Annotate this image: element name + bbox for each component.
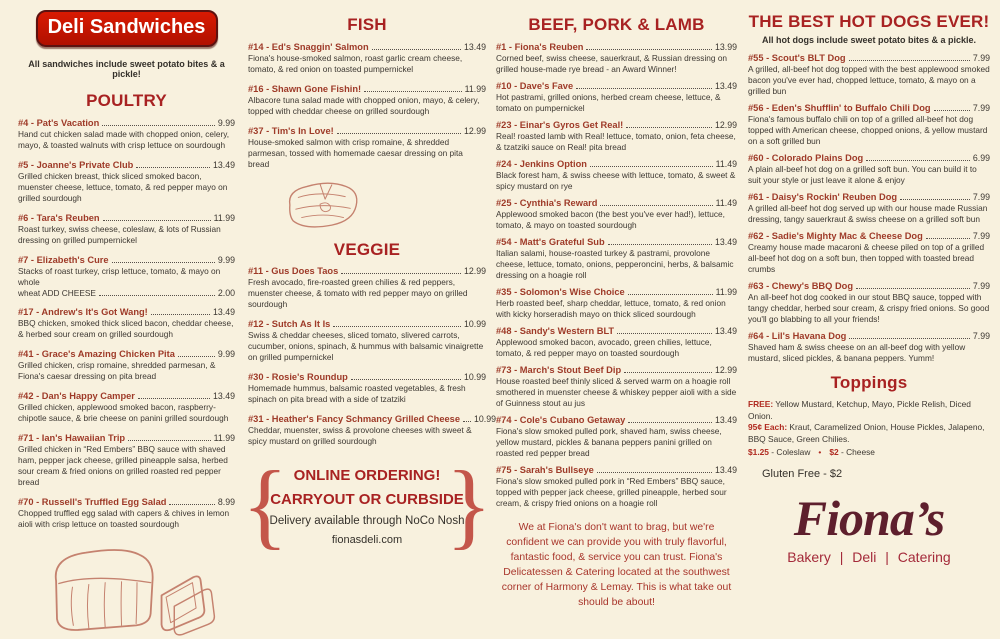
menu-item-description: Fiona's house-smoked salmon, roast garlic cream cheese, tomato, & red onion on toasted pumpernickel: [248, 53, 463, 74]
menu-item: [248, 126, 486, 170]
menu-item: [748, 281, 990, 325]
menu-item: [18, 391, 235, 424]
menu-item-header: [18, 307, 235, 317]
menu-item-price: 10.99: [463, 319, 486, 329]
dot-leader: [628, 422, 712, 423]
menu-item-header: [18, 433, 235, 443]
menu-item-price: 11.49: [715, 198, 737, 208]
menu-item-name: #63 - Chewy's BBQ Dog: [748, 281, 854, 291]
dot-leader: [128, 440, 211, 441]
menu-item-description: Albacore tuna salad made with chopped onion, mayo, & celery, topped with cheddar cheese on grilled sourdough: [248, 95, 480, 116]
menu-item-name: #56 - Eden's Shufflin' to Buffalo Chili Dog: [748, 103, 931, 113]
dot-leader: [364, 91, 461, 92]
menu-item-description: Herb roasted beef, sharp cheddar, lettuce, tomato, & red onion with kicky horseradish mayo on thick sliced sourdough: [496, 298, 726, 319]
dot-leader: [856, 288, 970, 289]
menu-item-name: #64 - Lil's Havana Dog: [748, 331, 847, 341]
menu-item-header: [496, 81, 737, 91]
menu-item-price: 7.99: [972, 103, 990, 113]
fish-item-list: [248, 42, 486, 170]
menu-item: [248, 372, 486, 405]
menu-item-name: #74 - Cole's Cubano Getaway: [496, 415, 626, 425]
sandwich-note: All sandwiches include sweet potato bites & a pickle!: [28, 59, 225, 79]
menu-item-price: 8.99: [217, 497, 235, 507]
menu-item-price: 9.99: [217, 255, 235, 265]
menu-item-price: 10.99: [463, 372, 486, 382]
menu-item-name: #35 - Solomon's Wise Choice: [496, 287, 625, 297]
menu-item-description: Fiona's famous buffalo chili on top of a grilled all-beef hot dog topped with American cheese, chopped onions, & yellow mustard on a soft grilled bun: [748, 114, 988, 146]
cheese-price: $2: [829, 447, 839, 457]
menu-item-header: [496, 287, 737, 297]
menu-item-price: 12.99: [463, 266, 486, 276]
dot-leader: [341, 273, 461, 274]
dot-leader: [372, 49, 461, 50]
menu-item-header: [496, 159, 737, 169]
menu-item-price: 13.49: [212, 160, 235, 170]
section-title-veggie: VEGGIE: [333, 240, 401, 259]
menu-item-name: #5 - Joanne's Private Club: [18, 160, 134, 170]
menu-item-description: Shaved ham & swiss cheese on an all-beef dog with yellow mustard, sliced pickles, & banana peppers. Yumm!: [748, 342, 966, 363]
cents-label: 95¢ Each:: [748, 422, 788, 432]
free-items: Yellow Mustard, Ketchup, Mayo, Pickle Relish, Diced Onion.: [748, 399, 971, 421]
menu-item-description: Cheddar, muenster, swiss & provolone cheeses with sweet & spicy mustard on grilled sourdough: [248, 425, 472, 446]
menu-item: [496, 42, 737, 75]
dot-leader: [926, 238, 970, 239]
logo-wordmark: Fiona’s: [793, 489, 945, 546]
menu-item: [748, 103, 990, 147]
menu-item-description: Fresh avocado, fire-roasted green chilies & red peppers, muenster cheese, & tomato with red pepper mayo on grilled sourdough: [248, 277, 468, 309]
veggie-item-list: [248, 266, 497, 447]
menu-item-name: #55 - Scout's BLT Dog: [748, 53, 846, 63]
dot-leader: [103, 220, 211, 221]
dot-leader: [169, 504, 214, 505]
free-label: FREE:: [748, 399, 774, 409]
menu-item-name: #17 - Andrew's It's Got Wang!: [18, 307, 148, 317]
menu-item-description: Fiona's slow smoked pulled pork in “Red Embers” BBQ sauce, topped with pepper jack cheese, grilled pineapple, herbed sour cream, & crispy fried onions on a hoagie roll: [496, 476, 727, 508]
menu-item: [496, 415, 737, 459]
menu-item-description: Grilled chicken, crisp romaine, shredded parmesan, & Fiona's caesar dressing on pita bread: [18, 360, 216, 381]
menu-item-header: [748, 281, 990, 291]
menu-item-price: 11.99: [213, 213, 235, 223]
menu-item-description: Creamy house made macaroni & cheese piled on top of a grilled all-beef hot dog on a soft bun, then topped with toasted bread crumbs: [748, 242, 985, 274]
hotdog-note: All hot dogs include sweet potato bites & a pickle.: [761, 35, 977, 45]
menu-item-description: Grilled chicken breast, thick sliced smoked bacon, muenster cheese, lettuce, tomato, & red pepper mayo on grilled sourdough: [18, 171, 228, 203]
online-ordering-block: [242, 451, 492, 558]
menu-item-name: #7 - Elizabeth's Cure: [18, 255, 109, 265]
menu-item: [18, 213, 235, 246]
dot-leader: [136, 167, 210, 168]
coleslaw-price: $1.25: [748, 447, 769, 457]
menu-item: [748, 331, 990, 364]
menu-item: [248, 84, 486, 117]
menu-item: [748, 53, 990, 97]
menu-item-header: [748, 53, 990, 63]
menu-item: [496, 365, 737, 409]
menu-item-header: [496, 42, 737, 52]
logo-tagline: Bakery | Deli | Catering: [787, 548, 951, 565]
menu-item: [18, 255, 235, 298]
menu-item-header: [248, 126, 486, 136]
menu-item-header: [748, 103, 990, 113]
menu-item-description: Black forest ham, & swiss cheese with lettuce, tomato, & sweet & spicy mustard on rye: [496, 170, 736, 191]
menu-item-header: [496, 237, 737, 247]
menu-item-name: #75 - Sarah's Bullseye: [496, 465, 594, 475]
menu-item-description: Fiona's slow smoked pulled pork, shaved ham, swiss cheese, yellow mustard, pickles & banana peppers panini grilled on roasted red pepper bread: [496, 426, 722, 458]
deli-sandwiches-badge: Deli Sandwiches: [36, 10, 218, 47]
menu-item-description: Stacks of roast turkey, crisp lettuce, tomato, & mayo on whole: [18, 266, 221, 287]
menu-item-price: 13.49: [212, 391, 235, 401]
menu-item: [248, 266, 486, 310]
left-brace-decoration: {: [242, 451, 289, 558]
menu-item: [18, 349, 235, 382]
menu-item-header: [496, 465, 737, 475]
cents-items: Kraut, Caramelized Onion, House Pickles, Jalapeno, BBQ Sauce, Green Chilies.: [748, 422, 985, 444]
menu-item-description: House roasted beef thinly sliced & served warm on a hoagie roll smothered in muenster cheese & whiskey pepper aioli with a side of Guinness stout au jus: [496, 376, 737, 408]
menu-item-header: [18, 497, 235, 507]
dot-leader: [608, 244, 712, 245]
menu-item-price: 7.99: [972, 281, 990, 291]
menu-item: [248, 42, 486, 75]
menu-item-price: 7.99: [972, 231, 990, 241]
section-title-toppings: Toppings: [830, 373, 908, 392]
toppings-95c-line: [748, 422, 990, 445]
menu-item-name: #70 - Russell's Truffled Egg Salad: [18, 497, 167, 507]
menu-item-price: 13.49: [714, 465, 737, 475]
menu-item-description: Hot pastrami, grilled onions, herbed cream cheese, lettuce, & tomato on pumpernickel: [496, 92, 721, 113]
menu-item: [496, 287, 737, 320]
menu-item-description: Real! roasted lamb with Real! lettuce, tomato, onion, feta cheese, & tzatziki sauce on Real! pita bread: [496, 131, 736, 152]
dot-leader: [617, 333, 712, 334]
menu-item-description: Grilled chicken, applewood smoked bacon, raspberry-chipotle sauce, & brie cheese on panini grilled sourdough: [18, 402, 229, 423]
menu-item-header: [748, 331, 990, 341]
menu-item-price: 6.99: [972, 153, 990, 163]
section-title-fish: FISH: [347, 15, 387, 34]
menu-item-price: 10.99: [474, 414, 497, 424]
dot-leader: [628, 294, 713, 295]
menu-item-description: A grilled, all-beef hot dog topped with the best applewood smoked bacon you've ever had, chopped lettuce, tomato, & mayo on a grilled bun: [748, 64, 990, 96]
menu-item-header: [496, 326, 737, 336]
right-brace-decoration: }: [445, 451, 492, 558]
menu-item-description: A grilled all-beef hot dog served up with our house made Russian dressing, tangy sauerkraut & swiss cheese on a grilled soft bun: [748, 203, 988, 224]
menu-item: [748, 153, 990, 186]
carryout-line: CARRYOUT OR CURBSIDE: [270, 491, 464, 508]
toppings-free-line: [748, 399, 990, 422]
dot-leader: [576, 88, 712, 89]
dot-leader: [333, 326, 461, 327]
menu-item-header: [248, 319, 486, 329]
section-title-beef-pork-lamb: BEEF, PORK & LAMB: [528, 15, 705, 34]
addon-label: wheat ADD CHEESE: [18, 288, 96, 298]
salmon-steak-illustration: [280, 179, 366, 231]
menu-item-header: [18, 349, 235, 359]
menu-item-price: 7.99: [972, 53, 990, 63]
menu-item-name: #6 - Tara's Reuben: [18, 213, 100, 223]
menu-item-price: 11.99: [464, 84, 486, 94]
menu-item: [18, 307, 235, 340]
menu-item-name: #54 - Matt's Grateful Sub: [496, 237, 605, 247]
menu-item-description: An all-beef hot dog cooked in our stout BBQ sauce, topped with tangy cheddar, herbed sour cream, & crispy fried onions. So good you'll go blabbing to all your friends!: [748, 292, 990, 324]
menu-item-description: Roast turkey, swiss cheese, coleslaw, & lots of Russian dressing on grilled pumpernickel: [18, 224, 221, 245]
bread-loaf-illustration: [33, 539, 221, 639]
menu-item: [18, 433, 235, 488]
section-title-poultry: POULTRY: [86, 91, 167, 110]
menu-item-price: 12.99: [714, 120, 737, 130]
menu-item-description: Hand cut chicken salad made with chopped onion, celery, mayo, & toasted walnuts with crisp lettuce on sourdough: [18, 129, 230, 150]
menu-item: [496, 465, 737, 509]
menu-item: [496, 326, 737, 359]
column-hot-dogs: [748, 0, 990, 565]
menu-item-price: 13.99: [714, 42, 737, 52]
fionas-logo: [748, 489, 990, 565]
about-blurb: We at Fiona's don't want to brag, but we're confident we can provide you with truly flavorful, fantastic food, & service you can trust. Fiona's Delicatessen & Catering located at the southwest corner of Harmony & Lemay. This is what take out should be about!: [501, 522, 732, 608]
menu-item-description: Corned beef, swiss cheese, sauerkraut, & Russian dressing on grilled house-made rye bread - an Award Winner!: [496, 53, 728, 74]
section-title-hot-dogs: THE BEST HOT DOGS EVER!: [748, 12, 990, 31]
menu-item-name: #14 - Ed's Snaggin' Salmon: [248, 42, 369, 52]
menu-item-header: [248, 42, 486, 52]
column-fish-veggie: [242, 0, 497, 558]
menu-item-header: [18, 255, 235, 265]
menu-item-price: 9.99: [217, 118, 235, 128]
menu-item-name: #23 - Einar's Gyros Get Real!: [496, 120, 624, 130]
menu-item: [18, 497, 235, 530]
menu-item-header: [748, 192, 990, 202]
menu-item-name: #1 - Fiona's Reuben: [496, 42, 584, 52]
menu-item-header: [748, 153, 990, 163]
coleslaw-label: - Coleslaw: [768, 447, 811, 457]
menu-item-description: House-smoked salmon with crisp romaine, & shredded parmesan, tossed with homemade caesar dressing on pita bread: [248, 137, 463, 169]
menu-item: [248, 414, 497, 447]
menu-item: [248, 319, 486, 363]
menu-item-header: [18, 118, 235, 128]
menu-item: [748, 192, 990, 225]
menu-item-header: [496, 198, 737, 208]
dot-leader: [112, 262, 215, 263]
menu-item-header: [248, 266, 486, 276]
dot-leader: [866, 160, 970, 161]
menu-item-price: 11.99: [715, 287, 737, 297]
dot-leader: [934, 110, 970, 111]
menu-item-header: [18, 213, 235, 223]
online-ordering-line: ONLINE ORDERING!: [293, 467, 441, 484]
poultry-item-list: [18, 118, 235, 530]
menu-item-price: 9.99: [217, 349, 235, 359]
toppings-price-line: [748, 447, 990, 459]
menu-item: [496, 159, 737, 192]
menu-item-name: #73 - March's Stout Beef Dip: [496, 365, 622, 375]
bullet-separator: •: [818, 447, 822, 457]
menu-item: [496, 120, 737, 153]
dot-leader: [597, 472, 712, 473]
dot-leader: [138, 398, 210, 399]
menu-item-addon: [18, 288, 235, 298]
menu-item-header: [496, 415, 737, 425]
menu-item-header: [496, 120, 737, 130]
dot-leader: [600, 205, 712, 206]
menu-item-description: BBQ chicken, smoked thick sliced bacon, cheddar cheese, & herbed sour cream on grilled sourdough: [18, 318, 234, 339]
hotdog-item-list: [748, 53, 990, 364]
menu-item-header: [18, 160, 235, 170]
dot-leader: [624, 372, 712, 373]
menu-item: [496, 198, 737, 231]
menu-item-description: Applewood smoked bacon (the best you've ever had!), lettuce, tomato, & mayo on toasted sourdough: [496, 209, 725, 230]
menu-item-description: Grilled chicken in “Red Embers” BBQ sauce with shaved ham, pepper jack cheese, grilled pineapple salsa, herbed sour cream & fried onions on grilled roasted red pepper bread: [18, 444, 228, 487]
menu-item-price: 12.99: [714, 365, 737, 375]
gluten-free-note: Gluten Free - $2: [762, 467, 843, 480]
addon-price: 2.00: [217, 288, 235, 298]
delivery-line: Delivery available through NoCo Nosh: [269, 515, 465, 527]
dot-leader: [178, 356, 215, 357]
menu-item: [748, 231, 990, 275]
menu-item-header: [248, 372, 486, 382]
menu-item-header: [248, 84, 486, 94]
menu-item-name: #61 - Daisy's Rockin' Reuben Dog: [748, 192, 898, 202]
menu-item: [496, 237, 737, 281]
menu-item-name: #16 - Shawn Gone Fishin!: [248, 84, 362, 94]
menu-item-name: #62 - Sadie's Mighty Mac & Cheese Dog: [748, 231, 923, 241]
menu-item-price: 7.99: [972, 331, 990, 341]
dot-leader: [351, 379, 461, 380]
dot-leader: [849, 338, 970, 339]
dot-leader: [586, 49, 712, 50]
menu-item-price: 7.99: [972, 192, 990, 202]
menu-item-description: Italian salami, house-roasted turkey & pastrami, provolone cheese, lettuce, tomato, onions, pepperoncini, herbs, & balsamic dressing on a hoagie roll: [496, 248, 734, 280]
column-deli-sandwiches: [18, 0, 235, 639]
menu-item-name: #30 - Rosie's Roundup: [248, 372, 348, 382]
menu-item-name: #37 - Tim's In Love!: [248, 126, 334, 136]
menu-item-name: #42 - Dan's Happy Camper: [18, 391, 135, 401]
menu-item-name: #24 - Jenkins Option: [496, 159, 587, 169]
menu-item-price: 11.99: [213, 433, 235, 443]
menu-item-price: 13.49: [714, 415, 737, 425]
website-url: fionasdeli.com: [331, 534, 403, 546]
menu-item-name: #71 - Ian's Hawaiian Trip: [18, 433, 126, 443]
menu-item-description: Applewood smoked bacon, avocado, green chilies, lettuce, tomato, & red pepper mayo on toasted sourdough: [496, 337, 712, 358]
menu-item-price: 13.49: [212, 307, 235, 317]
menu-item-description: Chopped truffled egg salad with capers & chives in lemon aioli with crisp lettuce on toasted sourdough: [18, 508, 230, 529]
menu-item-name: #10 - Dave's Fave: [496, 81, 574, 91]
menu-item-name: #31 - Heather's Fancy Schmancy Grilled Cheese: [248, 414, 461, 424]
menu-item: [18, 160, 235, 204]
dot-leader: [463, 421, 471, 422]
menu-item-header: [496, 365, 737, 375]
menu-item-header: [748, 231, 990, 241]
dot-leader: [99, 295, 215, 296]
menu-item-name: #4 - Pat's Vacation: [18, 118, 100, 128]
menu-item-name: #25 - Cynthia's Reward: [496, 198, 598, 208]
dot-leader: [626, 127, 712, 128]
menu-item-header: [18, 391, 235, 401]
dot-leader: [849, 60, 970, 61]
menu-item-name: #60 - Colorado Plains Dog: [748, 153, 864, 163]
menu-item: [18, 118, 235, 151]
dot-leader: [590, 166, 713, 167]
menu-item-description: A plain all-beef hot dog on a grilled soft bun. You can build it to suit your style or just leave it alone & enjoy: [748, 164, 977, 185]
menu-item-name: #48 - Sandy's Western BLT: [496, 326, 615, 336]
cheese-label: - Cheese: [838, 447, 875, 457]
dot-leader: [337, 133, 461, 134]
menu-item-price: 13.49: [714, 326, 737, 336]
menu-item: [496, 81, 737, 114]
dot-leader: [102, 125, 215, 126]
menu-item-name: #11 - Gus Does Taos: [248, 266, 339, 276]
menu-item-price: 11.49: [715, 159, 737, 169]
menu-item-price: 12.99: [463, 126, 486, 136]
menu-item-name: #41 - Grace's Amazing Chicken Pita: [18, 349, 175, 359]
menu-item-price: 13.49: [714, 81, 737, 91]
menu-item-description: Homemade hummus, balsamic roasted vegetables, & fresh spinach on pita bread with a side of tzatziki: [248, 383, 466, 404]
menu-item-header: [248, 414, 497, 424]
dot-leader: [900, 199, 970, 200]
menu-item-price: 13.49: [714, 237, 737, 247]
beef-item-list: [496, 42, 737, 509]
menu-item-name: #12 - Sutch As It Is: [248, 319, 331, 329]
menu-item-description: Swiss & cheddar cheeses, sliced tomato, slivered carrots, cucumber, onions, spinach, & hummus with balsamic vinaigrette on grilled pumpernickel: [248, 330, 484, 362]
menu-item-price: 13.49: [463, 42, 486, 52]
dot-leader: [151, 314, 210, 315]
column-beef-pork-lamb: [496, 0, 737, 610]
